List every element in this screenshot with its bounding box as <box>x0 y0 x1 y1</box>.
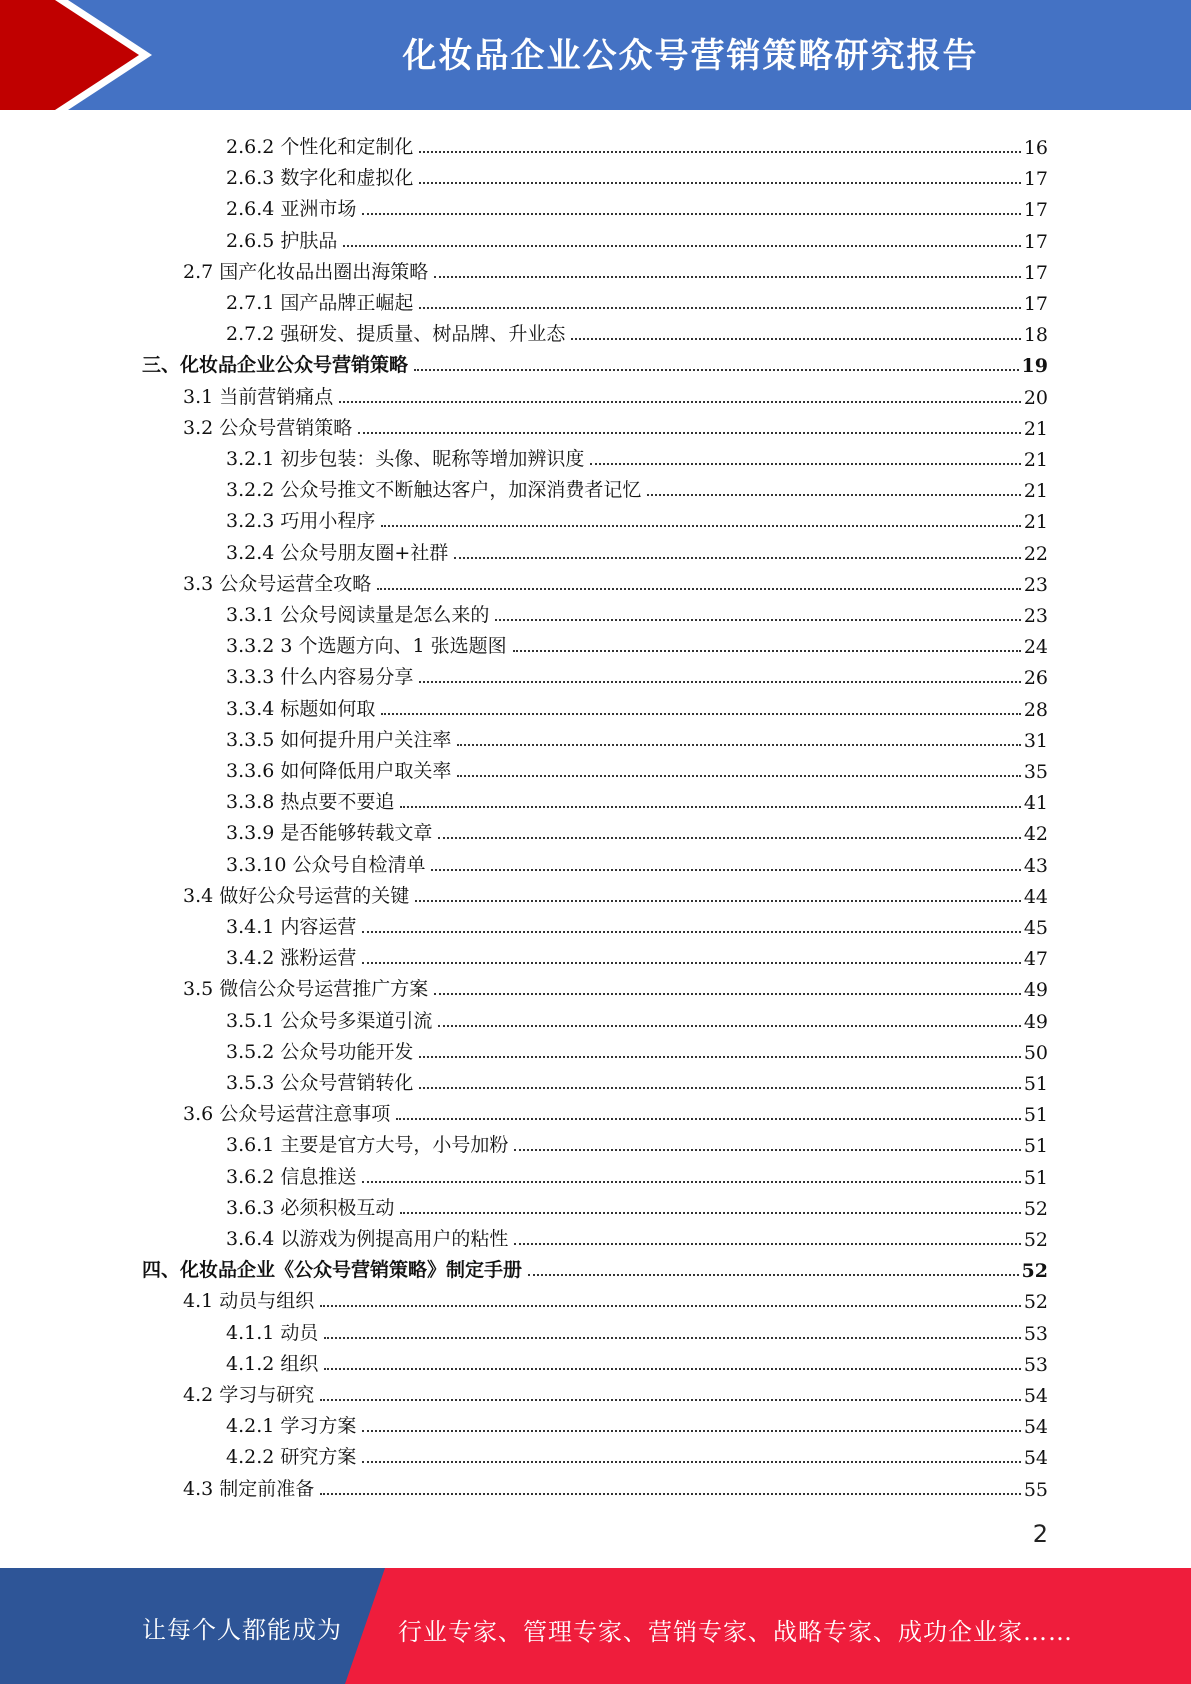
toc-entry-page: 19 <box>1021 355 1048 377</box>
toc-entry[interactable] <box>226 658 1048 689</box>
toc-entry-label: 3.1 当前营销痛点 <box>183 386 334 408</box>
toc-entry-page: 51 <box>1023 1135 1048 1157</box>
toc-entry-page: 45 <box>1023 917 1048 939</box>
toc-entry-page: 50 <box>1023 1042 1048 1064</box>
toc-entry[interactable] <box>226 190 1048 221</box>
toc-dot-leader <box>320 1399 1021 1401</box>
toc-entry-page: 49 <box>1023 1011 1048 1033</box>
toc-entry[interactable] <box>226 502 1048 533</box>
toc-entry-page: 54 <box>1023 1447 1048 1469</box>
toc-entry[interactable] <box>183 1376 1048 1407</box>
toc-entry-label: 3.6.4 以游戏为例提高用户的粘性 <box>226 1228 509 1250</box>
toc-entry-page: 42 <box>1023 823 1048 845</box>
toc-entry-label: 3.5.3 公众号营销转化 <box>226 1072 414 1094</box>
toc-dot-leader <box>362 1430 1020 1432</box>
toc-entry[interactable] <box>226 1158 1048 1189</box>
toc-entry-label: 3.3.1 公众号阅读量是怎么来的 <box>226 604 490 626</box>
toc-entry-page: 53 <box>1023 1323 1048 1345</box>
toc-entry[interactable] <box>226 1314 1048 1345</box>
toc-dot-leader <box>324 1368 1020 1370</box>
toc-dot-leader <box>396 1118 1021 1120</box>
toc-entry[interactable] <box>226 690 1048 721</box>
page-number: 2 <box>1032 1520 1048 1548</box>
toc-entry[interactable] <box>183 970 1048 1001</box>
toc-dot-leader <box>414 369 1019 371</box>
toc-entry-page: 31 <box>1023 730 1048 752</box>
toc-entry-label: 三、化妆品企业公众号营销策略 <box>142 354 409 376</box>
toc-entry-page: 52 <box>1021 1260 1048 1282</box>
toc-dot-leader <box>647 494 1020 496</box>
toc-entry[interactable] <box>183 378 1048 409</box>
toc-entry[interactable] <box>226 908 1048 939</box>
toc-entry-page: 51 <box>1023 1073 1048 1095</box>
toc-entry-label: 3.5.2 公众号功能开发 <box>226 1041 414 1063</box>
toc-entry-page: 18 <box>1023 324 1048 346</box>
toc-dot-leader <box>320 1493 1021 1495</box>
toc-entry-label: 2.6.4 亚洲市场 <box>226 198 357 220</box>
toc-entry-page: 35 <box>1023 761 1048 783</box>
toc-entry-page: 24 <box>1023 636 1048 658</box>
toc-entry-label: 3.2.4 公众号朋友圈+社群 <box>226 542 449 564</box>
toc-entry-label: 3.3.10 公众号自检清单 <box>226 854 426 876</box>
toc-entry-page: 52 <box>1023 1229 1048 1251</box>
toc-entry-label: 3.4.1 内容运营 <box>226 916 357 938</box>
toc-dot-leader <box>513 650 1021 652</box>
toc-entry-label: 3.5.1 公众号多渠道引流 <box>226 1010 433 1032</box>
toc-entry-page: 53 <box>1023 1354 1048 1376</box>
toc-entry[interactable] <box>183 409 1048 440</box>
page-footer <box>0 1568 1191 1684</box>
toc-dot-leader <box>457 775 1020 777</box>
toc-entry[interactable] <box>226 627 1048 658</box>
toc-dot-leader <box>419 681 1020 683</box>
toc-entry-page: 22 <box>1023 543 1048 565</box>
toc-entry[interactable] <box>226 1220 1048 1251</box>
toc-entry[interactable] <box>226 315 1048 346</box>
toc-dot-leader <box>343 245 1020 247</box>
toc-entry[interactable] <box>226 752 1048 783</box>
toc-entry[interactable] <box>226 128 1048 159</box>
toc-entry[interactable] <box>226 1345 1048 1376</box>
toc-entry-label: 4.1.1 动员 <box>226 1322 319 1344</box>
toc-dot-leader <box>419 151 1020 153</box>
toc-dot-leader <box>454 557 1021 559</box>
toc-entry-label: 4.2.1 学习方案 <box>226 1415 357 1437</box>
toc-entry[interactable] <box>183 1095 1048 1126</box>
toc-dot-leader <box>362 213 1020 215</box>
toc-entry-label: 3.2.3 巧用小程序 <box>226 510 376 532</box>
toc-entry-label: 4.3 制定前准备 <box>183 1478 315 1500</box>
toc-dot-leader <box>590 463 1020 465</box>
toc-dot-leader <box>434 276 1021 278</box>
footer-slogan-right: 行业专家、管理专家、营销专家、战略专家、成功企业家…… <box>398 1618 1073 1646</box>
page-header <box>0 0 1191 110</box>
toc-entry-label: 2.7.1 国产品牌正崛起 <box>226 292 414 314</box>
toc-dot-leader <box>358 432 1021 434</box>
toc-dot-leader <box>377 588 1021 590</box>
toc-entry-page: 17 <box>1023 231 1048 253</box>
toc-entry[interactable] <box>226 159 1048 190</box>
toc-dot-leader <box>438 837 1020 839</box>
toc-entry-label: 3.6 公众号运营注意事项 <box>183 1103 391 1125</box>
toc-entry[interactable] <box>226 1407 1048 1438</box>
toc-entry[interactable] <box>183 1470 1048 1501</box>
toc-entry-page: 52 <box>1023 1198 1048 1220</box>
toc-entry-label: 4.2 学习与研究 <box>183 1384 315 1406</box>
toc-entry[interactable] <box>183 1282 1048 1313</box>
toc-entry[interactable] <box>226 1438 1048 1469</box>
toc-entry-page: 49 <box>1023 979 1048 1001</box>
toc-dot-leader <box>434 993 1021 995</box>
toc-entry-page: 21 <box>1023 511 1048 533</box>
toc-entry-label: 3.3.3 什么内容易分享 <box>226 666 414 688</box>
toc-entry[interactable] <box>226 440 1048 471</box>
toc-entry[interactable] <box>226 222 1048 253</box>
toc-dot-leader <box>495 619 1020 621</box>
toc-entry[interactable] <box>226 1189 1048 1220</box>
toc-entry-page: 17 <box>1023 199 1048 221</box>
toc-entry[interactable] <box>226 1064 1048 1095</box>
toc-entry-label: 2.7 国产化妆品出圈出海策略 <box>183 261 429 283</box>
toc-entry[interactable] <box>183 253 1048 284</box>
toc-entry-page: 54 <box>1023 1416 1048 1438</box>
toc-entry-label: 四、化妆品企业《公众号营销策略》制定手册 <box>142 1259 523 1281</box>
footer-slogan-left: 让每个人都能成为 <box>142 1616 342 1644</box>
toc-entry-page: 20 <box>1023 387 1048 409</box>
toc-entry-label: 4.1.2 组织 <box>226 1353 319 1375</box>
toc-entry-label: 3.2.1 初步包装：头像、昵称等增加辨识度 <box>226 448 585 470</box>
toc-dot-leader <box>415 900 1021 902</box>
toc-entry-page: 21 <box>1023 418 1048 440</box>
toc-dot-leader <box>324 1337 1020 1339</box>
toc-entry[interactable] <box>226 471 1048 502</box>
toc-entry-page: 17 <box>1023 262 1048 284</box>
report-title: 化妆品企业公众号营销策略研究报告 <box>402 36 979 76</box>
toc-entry-label: 3.6.2 信息推送 <box>226 1166 357 1188</box>
toc-entry[interactable] <box>142 1251 1048 1282</box>
toc-entry[interactable] <box>226 1002 1048 1033</box>
toc-entry-page: 16 <box>1023 137 1048 159</box>
toc-dot-leader <box>362 1181 1020 1183</box>
toc-entry-label: 3.3.2 3 个选题方向、1 张选题图 <box>226 635 507 657</box>
toc-entry[interactable] <box>226 1126 1048 1157</box>
toc-entry-page: 41 <box>1023 792 1048 814</box>
toc-entry-page: 21 <box>1023 480 1048 502</box>
toc-dot-leader <box>457 744 1020 746</box>
toc-entry-label: 3.4.2 涨粉运营 <box>226 947 357 969</box>
toc-entry-label: 2.7.2 强研发、提质量、树品牌、升业态 <box>226 323 566 345</box>
toc-entry-label: 2.6.5 护肤品 <box>226 230 338 252</box>
toc-entry-label: 3.3.8 热点要不要追 <box>226 791 395 813</box>
toc-entry[interactable] <box>183 877 1048 908</box>
toc-entry-label: 3.6.3 必须积极互动 <box>226 1197 395 1219</box>
toc-dot-leader <box>528 1274 1019 1276</box>
toc-entry-label: 3.3 公众号运营全攻略 <box>183 573 372 595</box>
toc-entry-page: 26 <box>1023 667 1048 689</box>
toc-entry-page: 47 <box>1023 948 1048 970</box>
toc-entry-page: 17 <box>1023 168 1048 190</box>
toc-dot-leader <box>381 713 1020 715</box>
toc-dot-leader <box>339 401 1021 403</box>
toc-entry-label: 4.2.2 研究方案 <box>226 1446 357 1468</box>
toc-entry-label: 3.5 微信公众号运营推广方案 <box>183 978 429 1000</box>
toc-entry-page: 54 <box>1023 1385 1048 1407</box>
toc-entry[interactable] <box>226 1033 1048 1064</box>
toc-entry-label: 3.3.5 如何提升用户关注率 <box>226 729 452 751</box>
toc-entry[interactable] <box>226 783 1048 814</box>
toc-entry-label: 3.3.4 标题如何取 <box>226 698 376 720</box>
toc-entry[interactable] <box>142 346 1048 377</box>
toc-dot-leader <box>362 962 1020 964</box>
toc-entry-page: 51 <box>1023 1167 1048 1189</box>
toc-entry-page: 17 <box>1023 293 1048 315</box>
toc-entry-label: 3.3.6 如何降低用户取关率 <box>226 760 452 782</box>
toc-dot-leader <box>419 1087 1020 1089</box>
toc-entry-label: 4.1 动员与组织 <box>183 1290 315 1312</box>
toc-entry-page: 43 <box>1023 855 1048 877</box>
toc-dot-leader <box>571 338 1020 340</box>
toc-dot-leader <box>320 1305 1021 1307</box>
toc-dot-leader <box>400 1212 1020 1214</box>
toc-entry-page: 21 <box>1023 449 1048 471</box>
toc-dot-leader <box>419 182 1020 184</box>
toc-entry[interactable] <box>226 284 1048 315</box>
toc-entry[interactable] <box>183 565 1048 596</box>
toc-entry-label: 3.2.2 公众号推文不断触达客户，加深消费者记忆 <box>226 479 642 501</box>
toc-entry-label: 3.2 公众号营销策略 <box>183 417 353 439</box>
toc-dot-leader <box>514 1149 1020 1151</box>
toc-dot-leader <box>419 307 1020 309</box>
toc-entry[interactable] <box>226 846 1048 877</box>
toc-entry[interactable] <box>226 814 1048 845</box>
toc-entry[interactable] <box>226 721 1048 752</box>
toc-entry-page: 55 <box>1023 1479 1048 1501</box>
toc-entry-page: 51 <box>1023 1104 1048 1126</box>
toc-dot-leader <box>514 1243 1020 1245</box>
toc-dot-leader <box>362 931 1020 933</box>
toc-entry-label: 2.6.2 个性化和定制化 <box>226 136 414 158</box>
toc-entry-page: 44 <box>1023 886 1048 908</box>
toc-entry-page: 23 <box>1023 574 1048 596</box>
toc-dot-leader <box>362 1461 1020 1463</box>
toc-entry-label: 3.4 做好公众号运营的关键 <box>183 885 410 907</box>
toc-entry-page: 52 <box>1023 1291 1048 1313</box>
toc-entry-label: 3.3.9 是否能够转载文章 <box>226 822 433 844</box>
toc-entry-label: 2.6.3 数字化和虚拟化 <box>226 167 414 189</box>
toc-dot-leader <box>419 1056 1020 1058</box>
toc-entry-label: 3.6.1 主要是官方大号，小号加粉 <box>226 1134 509 1156</box>
toc-dot-leader <box>438 1025 1020 1027</box>
toc-dot-leader <box>381 525 1020 527</box>
toc-entry-page: 23 <box>1023 605 1048 627</box>
toc-entry[interactable] <box>226 939 1048 970</box>
toc-dot-leader <box>400 806 1020 808</box>
toc-entry-page: 28 <box>1023 699 1048 721</box>
toc-entry[interactable] <box>226 596 1048 627</box>
toc-entry[interactable] <box>226 534 1048 565</box>
toc-dot-leader <box>431 869 1020 871</box>
